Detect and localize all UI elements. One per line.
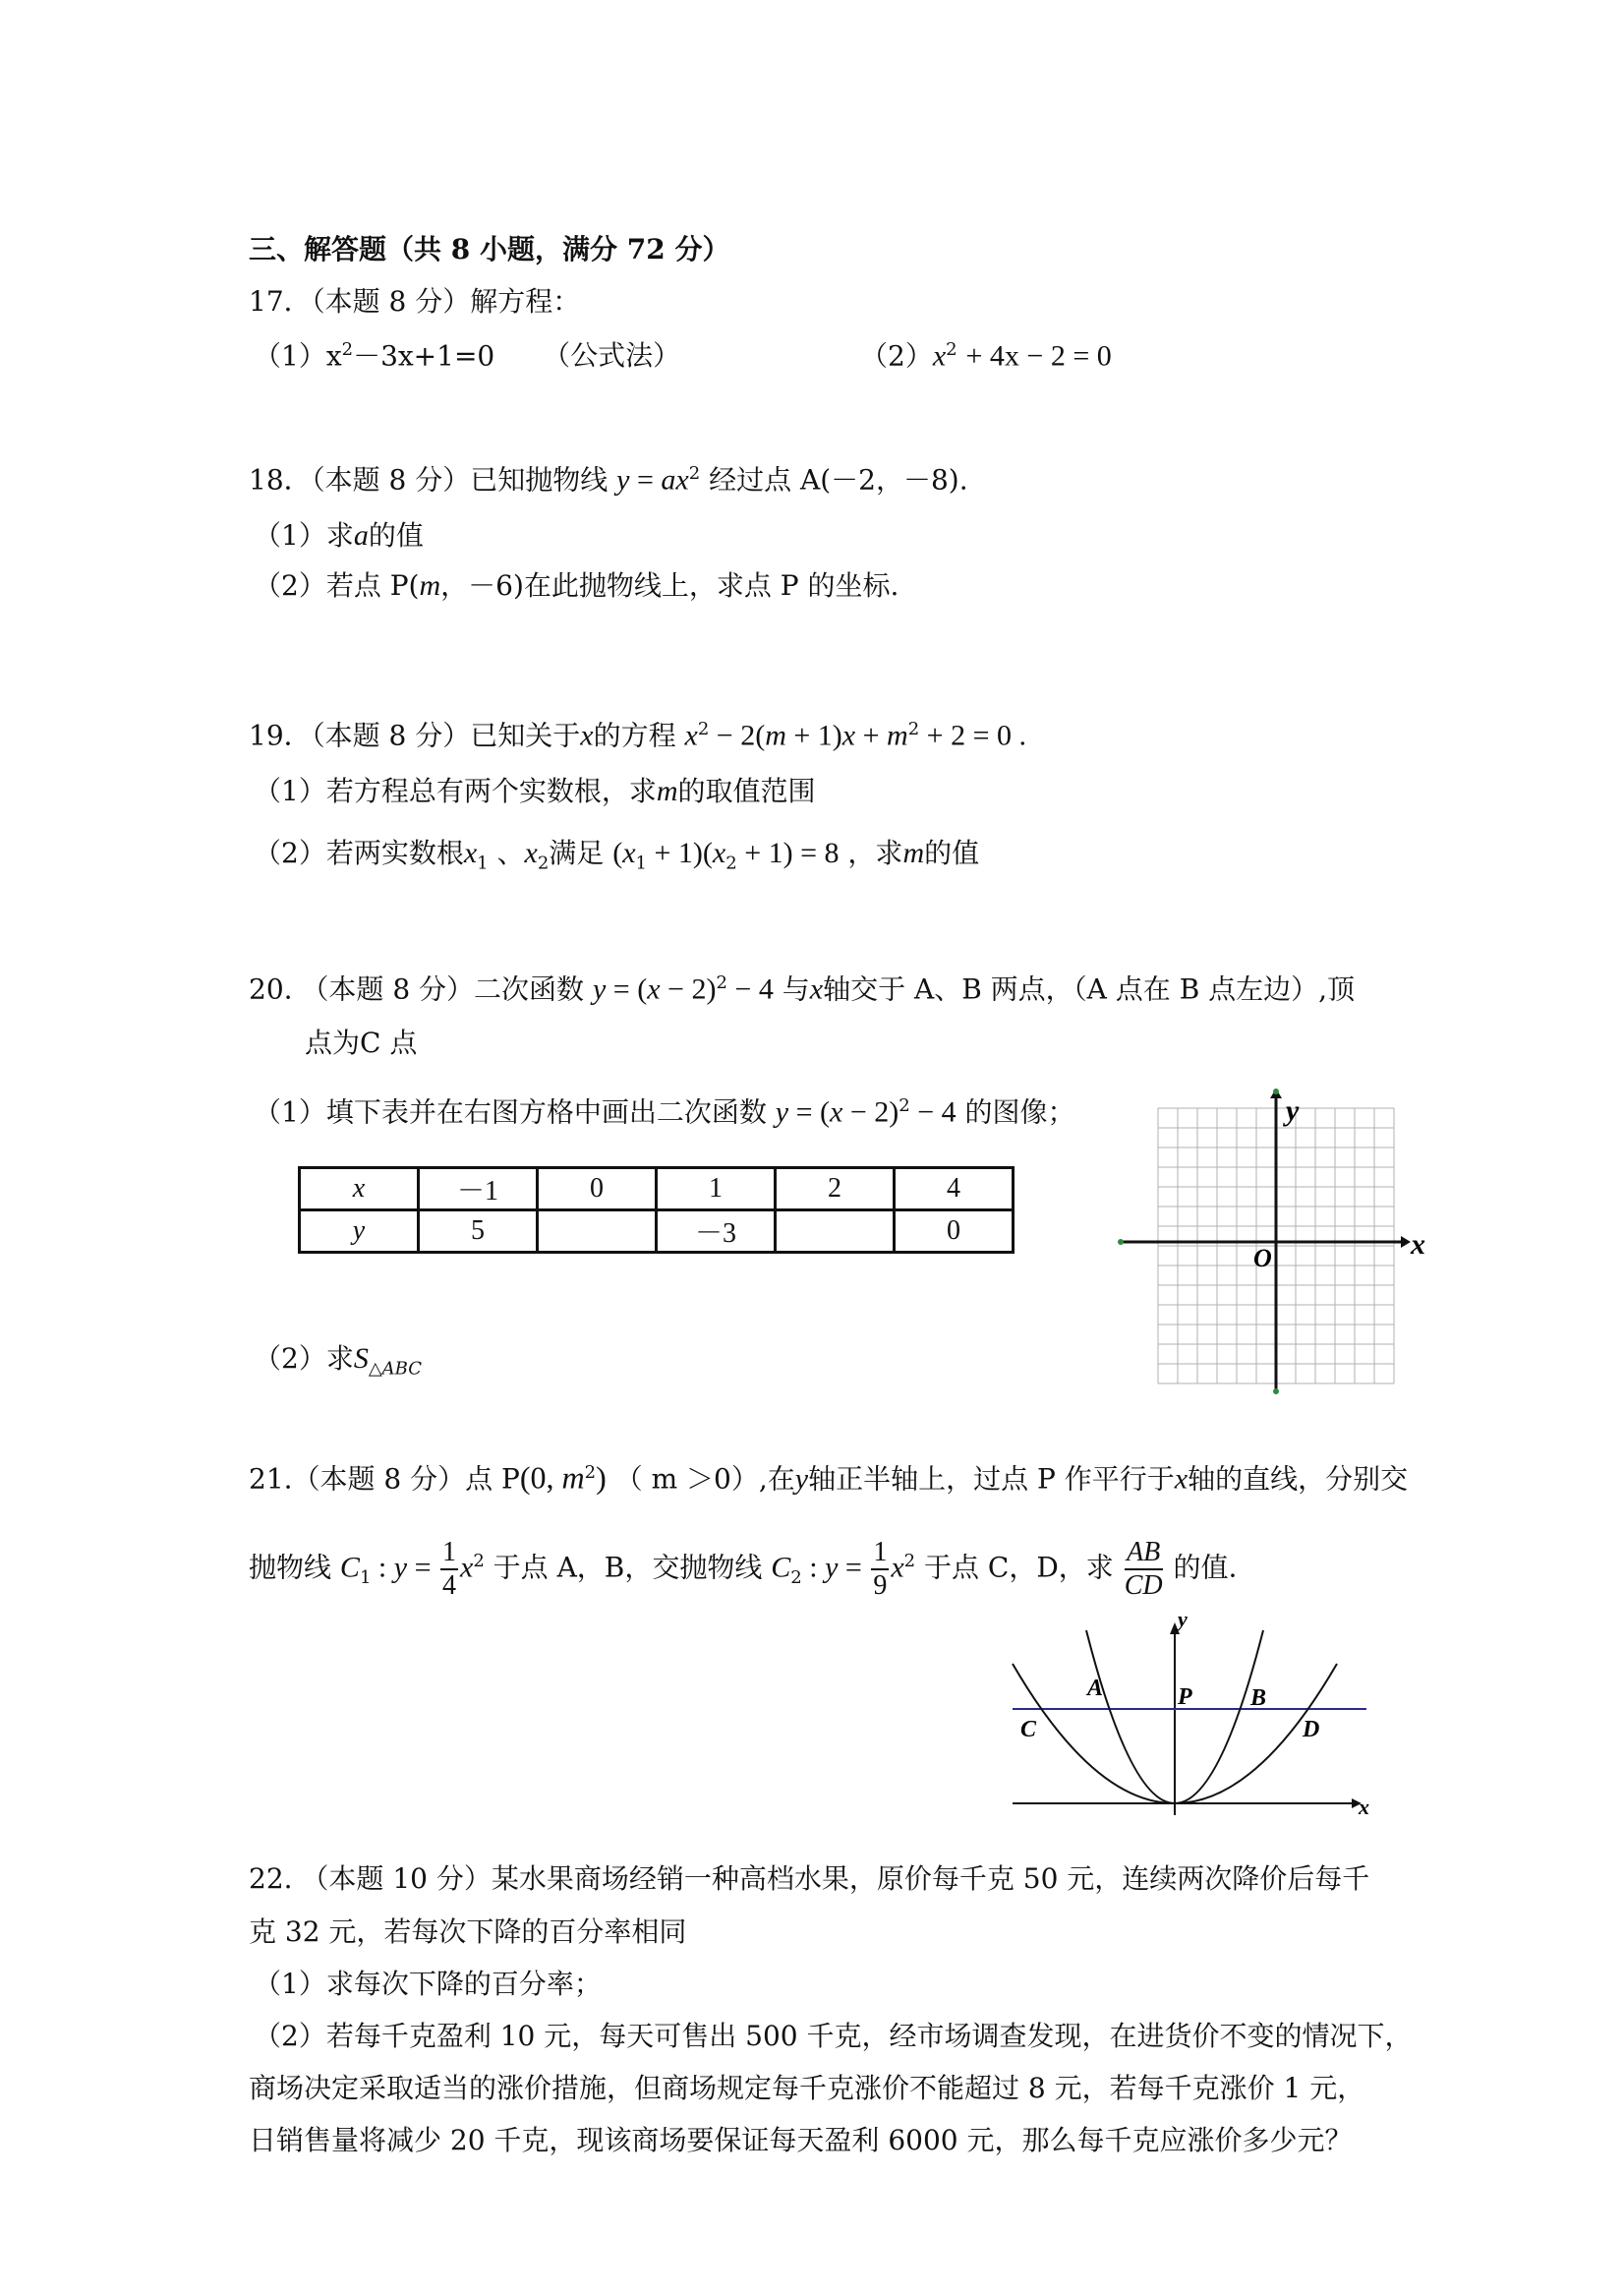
x-axis-arrow-icon bbox=[1401, 1236, 1411, 1248]
table-row bbox=[300, 1168, 1014, 1210]
grid-x-label: x bbox=[1411, 1228, 1425, 1261]
fraction-ab-over-cd: $\frac{AB}{CD}$ bbox=[1124, 1536, 1163, 1601]
grid-origin-label: O bbox=[1253, 1244, 1272, 1272]
fig-c-label: C bbox=[1020, 1717, 1037, 1742]
q18-header: 18．（本题 8 分）已知抛物线 $y = ax^2$ 经过点 A(－2，－8). bbox=[249, 463, 968, 497]
fig-a-label: A bbox=[1087, 1676, 1104, 1701]
coordinate-grid-figure bbox=[1111, 1087, 1445, 1401]
q17-part2: $(2)x^2 + 4x - 2 = 0$ bbox=[860, 339, 1112, 373]
fig-y-label: y bbox=[1178, 1613, 1188, 1631]
q19-part1: （1）若方程总有两个实数根，求m的取值范围 bbox=[254, 775, 816, 807]
q22-part1: （1）求每次下降的百分率； bbox=[254, 1968, 602, 2000]
fraction-one-quarter: $\frac{1}{4}$ bbox=[441, 1536, 456, 1601]
q22-line5: 商场决定采取适当的涨价措施，但商场规定每千克涨价不能超过 8 元，若每千克涨价 1 元， bbox=[249, 2072, 1365, 2104]
table-cell: －3 bbox=[657, 1210, 776, 1253]
q17-header: 17．（本题 8 分）解方程： bbox=[249, 285, 581, 318]
q22-line2: 克 32 元，若每次下降的百分率相同 bbox=[249, 1915, 687, 1948]
grid-point-marker bbox=[1273, 1388, 1279, 1394]
table-cell: 4 bbox=[895, 1168, 1014, 1210]
table-cell: y bbox=[300, 1210, 419, 1253]
q21-header: 21.（本题 8 分）点 P(0, $m^2$) （ m ＞0）,在y轴正半轴上，过点 P 作平行于x轴的直线，分别交 bbox=[249, 1459, 1409, 1496]
fig-b-label: B bbox=[1250, 1685, 1267, 1711]
q20-line2: 点为C 点 bbox=[305, 1027, 418, 1059]
grid-y-label: y bbox=[1286, 1094, 1300, 1127]
q18-part2: （2）若点 P(m，－6)在此抛物线上，求点 P 的坐标. bbox=[254, 569, 899, 602]
q20-part1: （1）填下表并在右图方格中画出二次函数 $y = (x - 2)^2 - 4$ 的图像； bbox=[254, 1095, 1075, 1129]
table-cell: 0 bbox=[895, 1210, 1014, 1253]
fig-d-label: D bbox=[1303, 1717, 1320, 1742]
table-cell: 2 bbox=[776, 1168, 895, 1210]
q20-part2: （2）求$S_{\triangle ABC}$ bbox=[254, 1342, 423, 1380]
table-cell: 5 bbox=[419, 1210, 538, 1253]
table-cell: 0 bbox=[538, 1168, 657, 1210]
q22-part2: （2）若每千克盈利 10 元，每天可售出 500 千克，经市场调查发现，在进货价不变的情况下， bbox=[254, 2020, 1413, 2052]
table-row bbox=[300, 1210, 1014, 1253]
section-title: 三、解答题（共 8 小题，满分 72 分） bbox=[249, 233, 730, 265]
q22-line6: 日销售量将减少 20 千克，现该商场要保证每天盈利 6000 元，那么每千克应涨价多少元？ bbox=[249, 2124, 1353, 2156]
q19-part2: （2）若两实数根$x_1$ 、$x_2$满足 $(x_1 + 1)(x_2 + 1) = 8$ ，求m的值 bbox=[254, 837, 980, 874]
parabola-figure bbox=[1003, 1613, 1376, 1849]
q21-line2: 抛物线 $C_1$ : y = $\frac{1}{4}$ $x^2$ 于点 A，B，交抛物线 $C_2$ : y = $\frac{1}{9}$ $x^2$ 于点 C，D，求 $\frac{AB}{CD}$ 的值. bbox=[249, 1536, 1238, 1601]
fig-p-label: P bbox=[1178, 1684, 1192, 1710]
grid-point-marker bbox=[1273, 1089, 1279, 1094]
fraction-one-ninth: $\frac{1}{9}$ bbox=[873, 1536, 888, 1601]
table-cell bbox=[776, 1210, 895, 1253]
grid-point-marker bbox=[1118, 1239, 1124, 1245]
table-cell: －1 bbox=[419, 1168, 538, 1210]
q17-part1: $(1)x^2-3x+1=0$ （公式法） bbox=[254, 339, 681, 373]
value-table bbox=[298, 1166, 1015, 1254]
table-cell: x bbox=[300, 1168, 419, 1210]
q22-line1: 22. （本题 10 分）某水果商场经销一种高档水果，原价每千克 50 元，连续两次降价后每千 bbox=[249, 1862, 1370, 1895]
table-cell bbox=[538, 1210, 657, 1253]
q20-header: 20. （本题 8 分）二次函数 $y = (x - 2)^2 - 4$ 与x轴交于 A、B 两点，（A 点在 B 点左边）,顶 bbox=[249, 972, 1356, 1006]
q19-header: 19．（本题 8 分）已知关于x的方程 $x^2 - 2(m + 1)x + m^2 + 2 = 0$ . bbox=[249, 719, 1027, 752]
fig-x-label: x bbox=[1359, 1795, 1369, 1819]
table-cell: 1 bbox=[657, 1168, 776, 1210]
q18-part1: （1）求a的值 bbox=[254, 519, 424, 552]
